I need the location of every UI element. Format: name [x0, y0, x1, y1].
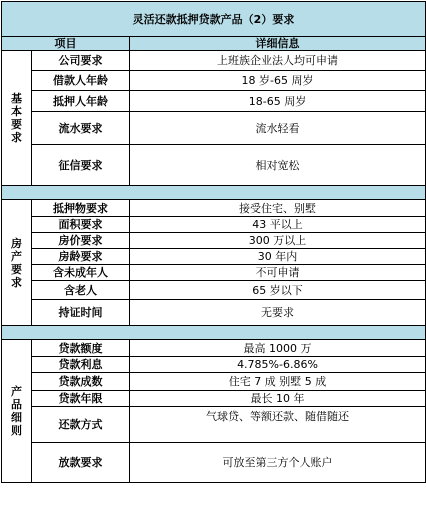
- table-row: [2, 217, 426, 233]
- row-value: 最长 10 年: [130, 391, 426, 407]
- row-label: 含未成年人: [32, 265, 130, 281]
- header-item: 项目: [2, 37, 130, 51]
- table-row: [2, 281, 426, 300]
- section-basic-label: 基 本 要 求: [2, 51, 32, 186]
- row-label: 征信要求: [32, 145, 130, 186]
- header-detail: 详细信息: [130, 37, 426, 51]
- header-row: [2, 37, 426, 51]
- row-label: 流水要求: [32, 112, 130, 145]
- table-row: [2, 373, 426, 391]
- row-value-highlight: 流水轻看: [130, 112, 426, 145]
- row-value-highlight: 气球贷、等额还款、随借随还: [130, 407, 426, 443]
- table-row: [2, 91, 426, 112]
- row-value: 43 平以上: [130, 217, 426, 233]
- row-value: 上班族企业法人均可申请: [130, 51, 426, 71]
- table-row: [2, 145, 426, 186]
- row-value: 住宅 7 成 别墅 5 成: [130, 373, 426, 391]
- section-property-label: 房 产 要 求: [2, 200, 32, 326]
- table-row: [2, 200, 426, 217]
- table-row: [2, 391, 426, 407]
- section-product-label: 产 品 细 则: [2, 340, 32, 483]
- row-label: 贷款成数: [32, 373, 130, 391]
- row-label: 持证时间: [32, 300, 130, 326]
- row-label: 还款方式: [32, 407, 130, 443]
- table-row: [2, 340, 426, 357]
- table-row: [2, 407, 426, 443]
- row-value: 18-65 周岁: [130, 91, 426, 112]
- row-label: 房价要求: [32, 233, 130, 249]
- table-row: [2, 51, 426, 71]
- row-label: 面积要求: [32, 217, 130, 233]
- table-row: [2, 357, 426, 373]
- row-value: 4.785%-6.86%: [130, 357, 426, 373]
- table-row: [2, 233, 426, 249]
- title-row: [2, 2, 426, 37]
- row-value-highlight: 可放至第三方个人账户: [130, 443, 426, 483]
- row-label: 房龄要求: [32, 249, 130, 265]
- row-label: 借款人年龄: [32, 71, 130, 91]
- divider-band: [2, 326, 426, 340]
- row-label: 放款要求: [32, 443, 130, 483]
- row-label: 贷款年限: [32, 391, 130, 407]
- row-value: 不可申请: [130, 265, 426, 281]
- divider-band: [2, 186, 426, 200]
- row-value: 最高 1000 万: [130, 340, 426, 357]
- row-label: 贷款利息: [32, 357, 130, 373]
- section-divider: [2, 186, 426, 200]
- section-divider: [2, 326, 426, 340]
- row-value: 接受住宅、别墅: [130, 200, 426, 217]
- row-value: 无要求: [130, 300, 426, 326]
- table-row: [2, 112, 426, 145]
- row-value: 18 岁-65 周岁: [130, 71, 426, 91]
- table-row: [2, 443, 426, 483]
- row-value: 65 岁以下: [130, 281, 426, 300]
- table-row: [2, 300, 426, 326]
- row-label: 抵押物要求: [32, 200, 130, 217]
- table-title: 灵活还款抵押贷款产品（2）要求: [2, 2, 426, 37]
- row-label: 贷款额度: [32, 340, 130, 357]
- table-row: [2, 265, 426, 281]
- row-label: 含老人: [32, 281, 130, 300]
- table-row: [2, 249, 426, 265]
- loan-requirements-table: [1, 1, 426, 483]
- row-value: 30 年内: [130, 249, 426, 265]
- row-value: 相对宽松: [130, 145, 426, 186]
- row-label: 抵押人年龄: [32, 91, 130, 112]
- row-label: 公司要求: [32, 51, 130, 71]
- row-value: 300 万以上: [130, 233, 426, 249]
- table-row: [2, 71, 426, 91]
